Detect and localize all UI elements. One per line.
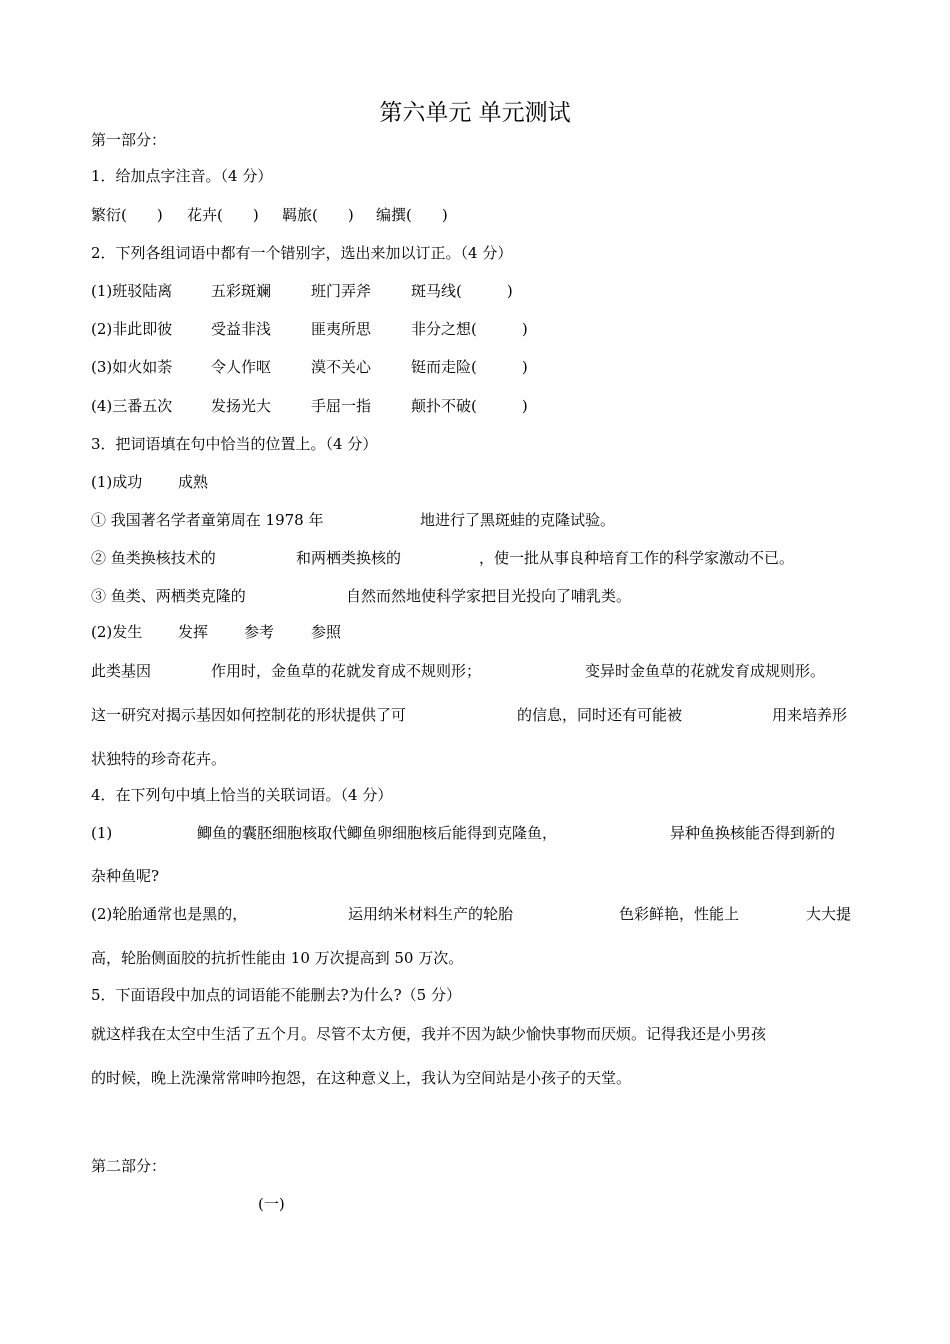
question-5-passage-line-1: 就这样我在太空中生活了五个月。尽管不太方便，我并不因为缺少愉快事物而厌烦。记得我还是小男孩 xyxy=(91,1025,767,1043)
question-3-paragraph-line-3: 状独特的珍奇花卉。 xyxy=(91,750,227,768)
question-3-sentence-1 xyxy=(91,510,859,530)
pinyin-item: 花卉( ) xyxy=(187,206,259,224)
word: 参考 xyxy=(244,623,275,641)
text-segment: 地进行了黑斑蛙的克隆试验。 xyxy=(420,511,616,529)
question-3-sentence-2 xyxy=(91,548,859,568)
word: 漠不关心 xyxy=(311,358,372,376)
word: 手屈一指 xyxy=(311,397,372,415)
question-3-word-group-1 xyxy=(91,472,859,492)
text-segment: 运用纳米材料生产的轮胎 xyxy=(348,905,514,923)
text-segment: (1) xyxy=(91,824,113,842)
question-5-prompt: 5．下面语段中加点的词语能不能删去?为什么?（5 分） xyxy=(91,986,461,1004)
page-title: 第六单元 单元测试 xyxy=(379,100,571,126)
question-2-row xyxy=(91,319,859,339)
question-4-item-2-line-1 xyxy=(91,904,859,924)
question-2-row xyxy=(91,357,859,377)
text-segment: 和两栖类换核的 xyxy=(296,549,402,567)
question-2-row xyxy=(91,396,859,416)
text-segment: (2)轮胎通常也是黑的， xyxy=(91,905,248,923)
text-segment: 的信息，同时还有可能被 xyxy=(517,706,683,724)
text-segment: 异种鱼换核能否得到新的 xyxy=(670,824,836,842)
word: (1)班驳陆离 xyxy=(91,282,173,300)
word: 成熟 xyxy=(178,473,209,491)
section-heading: (一) xyxy=(258,1195,285,1213)
word: (4)三番五次 xyxy=(91,397,173,415)
part-two-heading: 第二部分： xyxy=(91,1157,167,1175)
text-segment: ，使一批从事良种培育工作的科学家激动不已。 xyxy=(479,549,795,567)
word: 颠扑不破( ) xyxy=(411,397,528,415)
word: 发扬光大 xyxy=(211,397,272,415)
text-segment: 用来培养形 xyxy=(772,706,848,724)
word: 铤而走险( ) xyxy=(411,358,528,376)
question-5-passage-line-2: 的时候，晚上洗澡常常呻吟抱怨，在这种意义上，我认为空间站是小孩子的天堂。 xyxy=(91,1069,632,1087)
word: 受益非浅 xyxy=(211,320,272,338)
word: (2)发生 xyxy=(91,623,143,641)
question-3-paragraph-line-2 xyxy=(91,705,859,725)
word: (2)非此即彼 xyxy=(91,320,173,338)
question-2-prompt: 2．下列各组词语中都有一个错别字，选出来加以订正。（4 分） xyxy=(91,244,513,262)
part-one-heading: 第一部分： xyxy=(91,131,167,149)
pinyin-item: 编撰( ) xyxy=(376,206,448,224)
question-4-item-1-line-1 xyxy=(91,823,859,843)
word: 匪夷所思 xyxy=(311,320,372,338)
word: (3)如火如荼 xyxy=(91,358,173,376)
text-segment: 变异时金鱼草的花就发育成规则形。 xyxy=(585,662,826,680)
text-segment: ① 我国著名学者童第周在 1978 年 xyxy=(91,511,324,529)
question-3-word-group-2 xyxy=(91,622,859,642)
word: 发挥 xyxy=(178,623,209,641)
word: 斑马线( ) xyxy=(411,282,513,300)
word: 五彩斑斓 xyxy=(211,282,272,300)
question-2-row xyxy=(91,281,859,301)
text-segment: 这一研究对揭示基因如何控制花的形状提供了可 xyxy=(91,706,407,724)
text-segment: ② 鱼类换核技术的 xyxy=(91,549,216,567)
question-3-prompt: 3．把词语填在句中恰当的位置上。（4 分） xyxy=(91,435,378,453)
question-1-items xyxy=(91,205,859,225)
text-segment: ③ 鱼类、两栖类克隆的 xyxy=(91,587,246,605)
word: 参照 xyxy=(311,623,342,641)
word: 非分之想( ) xyxy=(411,320,528,338)
pinyin-item: 繁衍( ) xyxy=(91,206,163,224)
question-4-prompt: 4．在下列句中填上恰当的关联词语。（4 分） xyxy=(91,786,393,804)
text-segment: 自然而然地使科学家把目光投向了哺乳类。 xyxy=(346,587,632,605)
text-segment: 作用时，金鱼草的花就发育成不规则形； xyxy=(211,662,482,680)
word: 令人作呕 xyxy=(211,358,272,376)
question-3-sentence-3 xyxy=(91,586,859,606)
text-segment: 大大提 xyxy=(806,905,852,923)
question-1-prompt: 1．给加点字注音。（4 分） xyxy=(91,167,273,185)
question-4-item-2-line-2: 高，轮胎侧面胶的抗折性能由 10 万次提高到 50 万次。 xyxy=(91,949,464,967)
text-segment: 色彩鲜艳，性能上 xyxy=(619,905,740,923)
pinyin-item: 羁旅( ) xyxy=(282,206,354,224)
text-segment: 此类基因 xyxy=(91,662,152,680)
question-3-paragraph-line-1 xyxy=(91,661,859,681)
word: 班门弄斧 xyxy=(311,282,372,300)
word: (1)成功 xyxy=(91,473,143,491)
text-segment: 鲫鱼的囊胚细胞核取代鲫鱼卵细胞核后能得到克隆鱼， xyxy=(197,824,558,842)
question-4-item-1-line-2: 杂种鱼呢? xyxy=(91,867,160,885)
